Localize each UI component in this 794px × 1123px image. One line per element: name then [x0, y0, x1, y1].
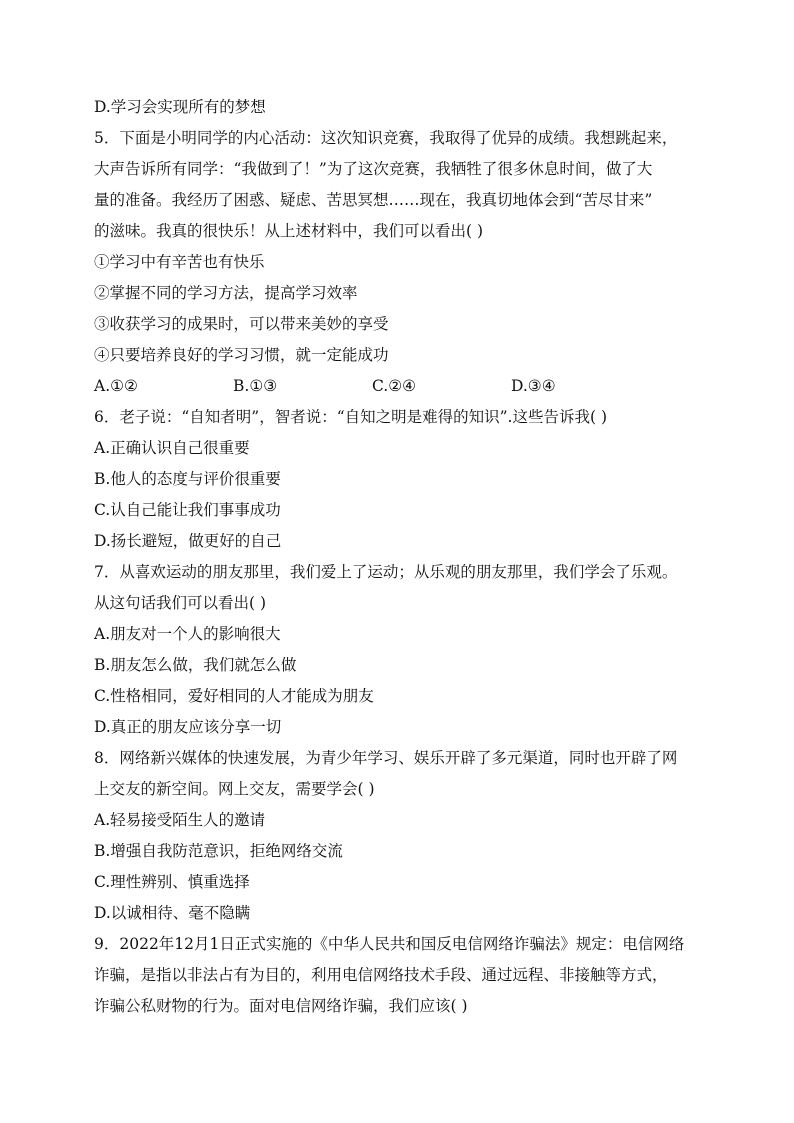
q5-choice-d: D.③④ [511, 377, 556, 395]
q8-option-d: D.以诚相待、毫不隐瞒 [94, 904, 251, 922]
q7-option-a: A.朋友对一个人的影响很大 [94, 625, 281, 643]
q5-choice-b: B.①③ [233, 377, 278, 395]
q9-stem-line-2: 诈骗，是指以非法占有为目的，利用电信网络技术手段、通过远程、非接触等方式， [94, 966, 668, 984]
q5-stem-line-4: 的滋味。我真的很快乐！从上述材料中，我们可以看出( ) [94, 222, 484, 240]
q9-stem-line-1: 9．2022年12月1日正式实施的《中华人民共和国反电信网络诈骗法》规定：电信网络 [94, 935, 685, 953]
q7-option-b: B.朋友怎么做，我们就怎么做 [94, 656, 297, 674]
q6-option-b: B.他人的态度与评价很重要 [94, 470, 281, 488]
q5-statement-4: ④只要培养良好的学习习惯，就一定能成功 [94, 346, 389, 364]
q8-stem-line-2: 上交友的新空间。网上交友，需要学会( ) [94, 780, 375, 798]
q5-stem-line-3: 量的准备。我经历了困惑、疑虑、苦思冥想……现在，我真切地体会到“苦尽甘来” [94, 191, 653, 209]
q6-stem: 6．老子说：“自知者明”，智者说：“自知之明是难得的知识”.这些告诉我( ) [94, 408, 608, 426]
q8-stem-line-1: 8．网络新兴媒体的快速发展，为青少年学习、娱乐开辟了多元渠道，同时也开辟了网 [94, 749, 678, 767]
q6-option-d: D.扬长避短，做更好的自己 [94, 532, 282, 550]
q6-option-c: C.认自己能让我们事事成功 [94, 501, 281, 519]
q5-statement-3: ③收获学习的成果时，可以带来美妙的享受 [94, 315, 389, 333]
q9-stem-line-3: 诈骗公私财物的行为。面对电信网络诈骗，我们应该( ) [94, 997, 468, 1015]
q5-statement-1: ①学习中有辛苦也有快乐 [94, 253, 265, 271]
q5-statement-2: ②掌握不同的学习方法，提高学习效率 [94, 284, 358, 302]
q4-option-d: D.学习会实现所有的梦想 [94, 98, 266, 116]
exam-page [94, 92, 704, 1022]
q6-option-a: A.正确认识自己很重要 [94, 439, 250, 457]
q5-choices [94, 371, 704, 402]
q8-option-b: B.增强自我防范意识，拒绝网络交流 [94, 842, 343, 860]
q7-option-d: D.真正的朋友应该分享一切 [94, 718, 282, 736]
q5-choice-c: C.②④ [372, 377, 417, 395]
q7-option-c: C.性格相同，爱好相同的人才能成为朋友 [94, 687, 374, 705]
q5-stem-line-2: 大声告诉所有同学：“我做到了！”为了这次竞赛，我牺牲了很多休息时间，做了大 [94, 160, 653, 178]
q7-stem-line-1: 7．从喜欢运动的朋友那里，我们爱上了运动；从乐观的朋友那里，我们学会了乐观。 [94, 563, 678, 581]
q7-stem-line-2: 从这句话我们可以看出( ) [94, 594, 267, 612]
q5-choice-a: A.①② [94, 377, 138, 395]
q5-stem-line-1: 5．下面是小明同学的内心活动：这次知识竞赛，我取得了优异的成绩。我想跳起来， [94, 129, 678, 147]
q8-option-c: C.理性辨别、慎重选择 [94, 873, 250, 891]
q8-option-a: A.轻易接受陌生人的邀请 [94, 811, 266, 829]
